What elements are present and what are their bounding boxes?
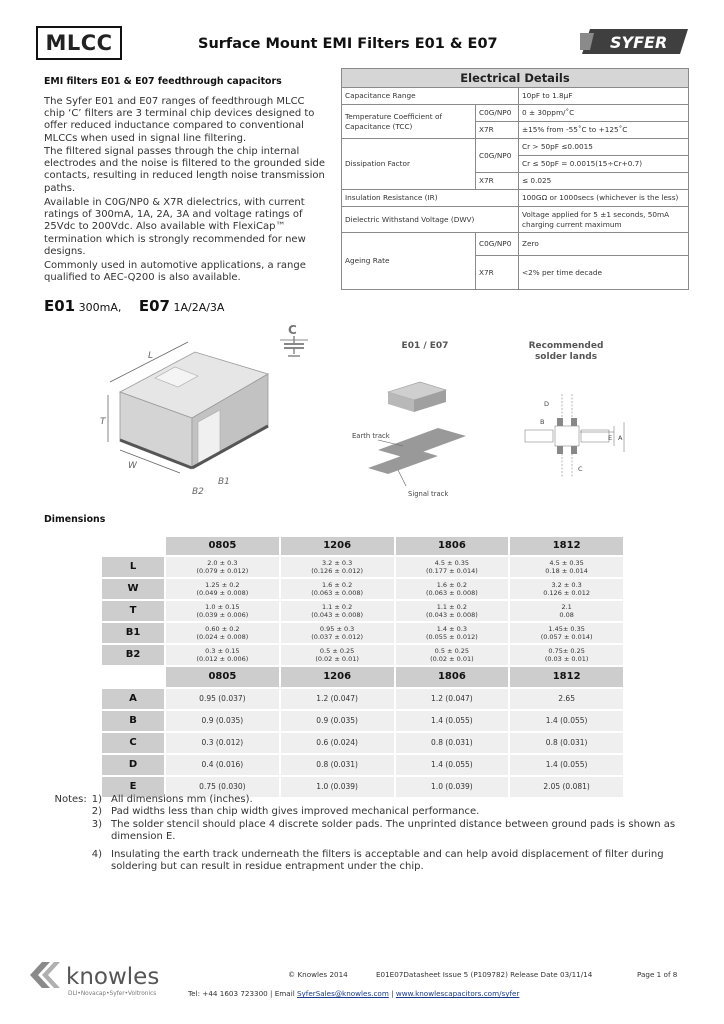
earth-track-label: Earth track [352,432,390,440]
dimension-mm: 2.1 [561,603,572,611]
dimension-row [102,645,623,665]
footer-copyright: © Knowles 2014 [288,970,348,979]
land-cell: 0.8 (0.031) [281,755,394,775]
ir-label: Insulation Resistance (IR) [342,190,519,207]
size-header: 0805 [166,667,279,687]
page-title: Surface Mount EMI Filters E01 & E07 [198,36,498,52]
note-number-text: 3) [91,818,102,830]
dimension-inch: (0.039 ± 0.006) [196,611,249,619]
df-x7r-value: ≤ 0.025 [519,173,689,190]
footer-email-link[interactable]: SyferSales@knowles.com [296,989,389,998]
dimension-row [102,557,623,577]
land-cell: 1.2 (0.047) [396,689,509,709]
land-cell: 0.95 (0.037) [166,689,279,709]
land-cell: 1.4 (0.055) [510,711,623,731]
size-header: 1806 [396,537,509,555]
note-text: The solder stencil should place 4 discrete solder pads. The unprinted distance between ground pads is shown as dimension E. [111,818,676,843]
dimension-cell [281,601,394,621]
intro-paragraph-3: Available in C0G/NP0 & X7R dielectrics, with current ratings of 300mA, 1A, 2A, 3A and voltage ratings of 25Vdc to 200Vdc. Also available with FlexiCap™ termination which is strongly recommended for new designs. [44,197,306,257]
dimension-cell [281,645,394,665]
dimension-inch: (0.126 ± 0.012) [311,567,364,575]
dimension-row-label: W [102,579,164,599]
land-row-label: E [102,777,164,797]
land-dim-e: E [608,434,613,442]
dimension-cell [396,601,509,621]
footer-contact [188,989,519,998]
df-label: Dissipation Factor [342,139,476,190]
dimension-cell [396,579,509,599]
dimension-inch: (0.049 ± 0.008) [196,589,249,597]
capacitor-symbol-icon [278,322,310,362]
dimension-mm: 1.1 ± 0.2 [436,603,467,611]
land-cell: 0.4 (0.016) [166,755,279,775]
intro-paragraph-2: The filtered signal passes through the chip internal electrodes and the noise is filtered to the grounded side contacts, resulting in reduced length noise transmission paths. [44,146,326,194]
land-cell: 0.8 (0.031) [510,733,623,753]
note-number [44,819,111,844]
tcc-c0g: C0G/NP0 [476,105,519,122]
knowles-logo [30,958,170,992]
cap-range-value: 10pF to 1.8μF [519,88,689,105]
dimensions-table [100,535,625,799]
cap-range-label: Capacitance Range [342,88,519,105]
dimension-row [102,601,623,621]
dimension-row [102,579,623,599]
syfer-logo [580,29,688,54]
dimension-row-label: B2 [102,645,164,665]
land-row-label: D [102,755,164,775]
dimension-cell [396,557,509,577]
dimension-mm: 4.5 ± 0.35 [434,559,470,567]
series-e07-rating: 1A/2A/3A [173,301,225,314]
dimension-mm: 0.60 ± 0.2 [205,625,240,633]
capacitor-symbol-label: C [288,323,297,337]
ageing-c0g: C0G/NP0 [476,233,519,256]
dimension-cell [510,623,623,643]
df-c0g: C0G/NP0 [476,139,519,173]
mlcc-badge [36,26,122,60]
dimension-row-label: B1 [102,623,164,643]
note-item [44,849,703,874]
footer-tel: Tel: +44 1603 723300 | Email [188,989,297,998]
land-row-label: B [102,711,164,731]
tcc-label: Temperature Coefficient of Capacitance (TCC) [342,105,476,139]
series-e07: E07 [138,297,170,315]
dimension-inch: 0.18 ± 0.014 [545,567,588,575]
land-cell: 1.4 (0.055) [396,711,509,731]
ageing-x7r: X7R [476,256,519,290]
note-number [44,794,111,806]
note-number [44,849,111,874]
land-cell: 0.9 (0.035) [281,711,394,731]
dimension-mm: 0.3 ± 0.15 [205,647,240,655]
series-ratings [44,297,224,315]
dimension-inch: (0.043 ± 0.008) [311,611,364,619]
electrical-details-table [341,68,689,290]
dimension-mm: 0.5 ± 0.25 [434,647,470,655]
footer-issue: E01E07Datasheet Issue 5 (P109782) Release Date 03/11/14 [376,970,593,979]
land-dim-a: A [618,434,623,442]
land-dim-c: C [578,465,583,473]
e01-e07-label: E01 / E07 [401,341,449,351]
dimension-inch: 0.126 ± 0.012 [543,589,591,597]
signal-track-label: Signal track [408,490,449,498]
chip-dim-t: T [100,417,106,427]
note-text: Pad widths less than chip width gives improved mechanical performance. [111,806,480,818]
land-cell: 2.65 [510,689,623,709]
footer-separator: | [388,989,396,998]
dimension-cell [281,557,394,577]
dimension-inch: (0.055 ± 0.012) [425,633,478,641]
note-number-text: 4) [91,848,102,860]
land-row [102,733,623,753]
dimension-cell [510,557,623,577]
ir-value: 100GΩ or 1000secs (whichever is the less) [519,190,689,207]
footer-page-number: Page 1 of 8 [637,970,678,979]
electrical-details-title: Electrical Details [342,69,689,88]
land-row [102,755,623,775]
knowles-sub-brands: DLI•Novacap•Syfer•Voltronics [68,991,157,997]
size-header: 1206 [281,537,394,555]
dimension-row [102,623,623,643]
land-cell: 0.8 (0.031) [396,733,509,753]
dimension-mm: 1.1 ± 0.2 [321,603,353,611]
tcc-c0g-value: 0 ± 30ppm/˚C [519,105,689,122]
solder-lands-diagram [510,392,640,477]
intro-paragraph-4: Commonly used in automotive applications, a range qualified to AEC-Q200 is also available. [44,260,306,284]
size-header: 0805 [166,537,279,555]
land-row-label: C [102,733,164,753]
dimension-mm: 1.45± 0.35 [548,625,585,633]
note-text: All dimensions mm (inches). [111,794,253,805]
dimension-inch: (0.02 ± 0.01) [315,655,359,663]
track-layout-diagram [348,370,478,500]
tcc-x7r-value: ±15% from -55˚C to +125˚C [519,122,689,139]
dimension-cell [166,601,279,621]
dimension-mm: 3.2 ± 0.3 [321,559,353,567]
land-cell: 1.0 (0.039) [396,777,509,797]
note-number [44,806,111,818]
land-cell: 0.9 (0.035) [166,711,279,731]
dwv-label: Dielectric Withstand Voltage (DWV) [342,207,519,233]
dimension-mm: 0.95 ± 0.3 [319,625,355,633]
dimension-inch: (0.03 ± 0.01) [544,655,589,663]
dimension-row-label: T [102,601,164,621]
dimension-mm: 2.0 ± 0.3 [207,559,238,567]
dimension-inch: (0.012 ± 0.006) [196,655,249,663]
dimension-inch: (0.037 ± 0.012) [311,633,364,641]
ageing-x7r-value: <2% per time decade [519,256,689,290]
series-e01-rating: 300mA, [78,301,122,314]
header-spacer [102,667,164,687]
dimension-inch: (0.02 ± 0.01) [430,655,474,663]
intro-heading: EMI filters E01 & E07 feedthrough capacitors [44,76,282,87]
chip-dim-l: L [148,351,154,361]
intro-paragraph-1: The Syfer E01 and E07 ranges of feedthrough MLCC chip ‘C’ filters are 3 terminal chip devices designed to offer reduced inductance compared to conventional MLCCs when used in signal line filtering. [44,96,315,144]
dimension-mm: 0.75± 0.25 [548,647,585,655]
land-cell: 1.0 (0.039) [281,777,394,797]
dimension-mm: 0.5 ± 0.25 [319,647,355,655]
note-number-text: 2) [91,806,102,818]
dimension-mm: 3.2 ± 0.3 [551,581,582,589]
land-cell: 1.2 (0.047) [281,689,394,709]
dimension-cell [281,623,394,643]
dimension-row-label: L [102,557,164,577]
dimension-mm: 1.4 ± 0.3 [436,625,467,633]
dimension-cell [166,623,279,643]
series-e01: E01 [44,297,76,315]
dimension-cell [166,645,279,665]
dimension-cell [510,579,623,599]
chip-dim-b1: B1 [218,477,230,487]
footer-website-link[interactable]: www.knowlescapacitors.com/syfer [395,989,520,998]
dimension-inch: (0.024 ± 0.008) [196,633,249,641]
notes-prefix: Notes: [54,794,87,805]
note-item [44,806,703,818]
dimension-inch: (0.043 ± 0.008) [425,611,478,619]
header-spacer [102,537,164,555]
notes [44,794,703,873]
land-cell: 2.05 (0.081) [510,777,623,797]
chip-dim-w: W [128,461,137,471]
dimension-inch: (0.063 ± 0.008) [311,589,364,597]
note-text: Insulating the earth track underneath the filters is acceptable and can help avoid displacement of filter during soldering but can result in residue entrapment under the chip. [111,848,664,873]
dimension-inch: (0.063 ± 0.008) [425,589,478,597]
size-header: 1812 [510,537,623,555]
df-x7r: X7R [476,173,519,190]
dimension-cell [166,579,279,599]
chip-3d-diagram [100,340,280,505]
dimension-cell [281,579,394,599]
ageing-c0g-value: Zero [519,233,689,256]
land-cell: 0.6 (0.024) [281,733,394,753]
land-cell: 1.4 (0.055) [510,755,623,775]
knowles-logo-text: knowles [66,964,160,990]
dimension-mm: 1.25 ± 0.2 [205,581,240,589]
dimension-mm: 4.5 ± 0.35 [549,559,584,567]
syfer-logo-text: SYFER [610,33,668,52]
chip-dim-b2: B2 [192,487,204,497]
df-c0g-value-2: Cr ≤ 50pF = 0.0015(15÷Cr+0.7) [519,156,689,173]
dimension-inch: (0.177 ± 0.014) [425,567,478,575]
dimension-inch: 0.08 [559,611,574,619]
dimension-cell [396,623,509,643]
dimension-cell [396,645,509,665]
land-row [102,689,623,709]
land-cell: 0.75 (0.030) [166,777,279,797]
note-item [44,819,703,844]
dimension-inch: (0.057 ± 0.014) [540,633,593,641]
size-header: 1812 [510,667,623,687]
land-cell: 0.3 (0.012) [166,733,279,753]
df-c0g-value-1: Cr > 50pF ≤0.0015 [519,139,689,156]
note-item [44,794,703,806]
dimension-mm: 1.6 ± 0.2 [436,581,467,589]
dimension-inch: (0.079 ± 0.012) [196,567,249,575]
note-number-text: 1) [91,794,102,805]
size-header: 1806 [396,667,509,687]
dimension-cell [510,601,623,621]
land-dim-d: D [544,400,550,408]
land-cell: 1.4 (0.055) [396,755,509,775]
dimension-mm: 1.6 ± 0.2 [321,581,353,589]
dimension-cell [510,645,623,665]
dwv-value: Voltage applied for 5 ±1 seconds, 50mA charging current maximum [519,207,689,233]
ageing-label: Ageing Rate [342,233,476,290]
mlcc-badge-text: MLCC [45,31,113,55]
land-dim-b: B [540,418,545,426]
size-header: 1206 [281,667,394,687]
recommended-lands-label: Recommended solder lands [528,341,604,362]
dimension-mm: 1.0 ± 0.15 [205,603,240,611]
land-row [102,711,623,731]
tcc-x7r: X7R [476,122,519,139]
dimensions-heading: Dimensions [44,514,106,525]
land-row-label: A [102,689,164,709]
dimension-cell [166,557,279,577]
